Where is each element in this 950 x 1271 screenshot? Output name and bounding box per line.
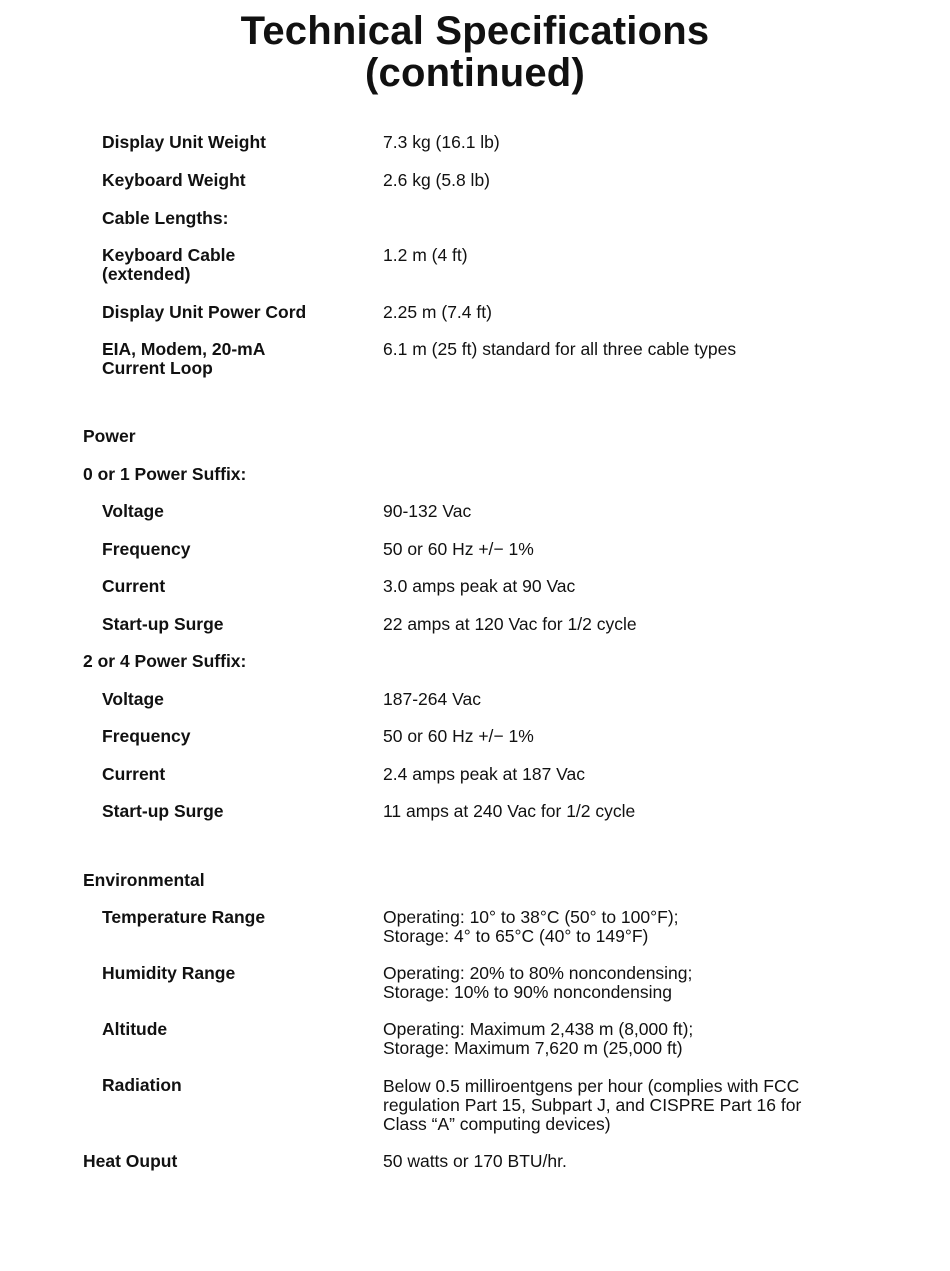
suffix-a-voltage-label: Voltage (102, 501, 164, 521)
suffix-a-surge-value: 22 amps at 120 Vac for 1/2 cycle (383, 614, 637, 634)
eia-cable-value: 6.1 m (25 ft) standard for all three cable types (383, 339, 737, 359)
power-cord-label: Display Unit Power Cord (102, 302, 307, 322)
humidity-value-line-1: Operating: 20% to 80% noncondensing; (383, 963, 693, 983)
altitude-value-line-2: Storage: Maximum 7,620 m (25,000 ft) (383, 1038, 683, 1058)
keyboard-weight-value: 2.6 kg (5.8 lb) (383, 170, 490, 190)
humidity-label: Humidity Range (102, 963, 236, 983)
heat-output-value: 50 watts or 170 BTU/hr. (383, 1151, 567, 1171)
eia-cable-label-line-1: EIA, Modem, 20-mA (102, 339, 266, 359)
radiation-value-line-3: Class “A” computing devices) (383, 1114, 611, 1134)
page-title (0, 10, 950, 94)
suffix-b-voltage-label: Voltage (102, 689, 164, 709)
temperature-value-line-2: Storage: 4° to 65°C (40° to 149°F) (383, 926, 649, 946)
suffix-a-current-value: 3.0 amps peak at 90 Vac (383, 576, 576, 596)
heat-output-label: Heat Ouput (83, 1151, 178, 1171)
power-suffix-a-heading: 0 or 1 Power Suffix: (83, 464, 247, 484)
suffix-b-voltage-value: 187-264 Vac (383, 689, 481, 709)
radiation-value-line-2: regulation Part 15, Subpart J, and CISPRE Part 16 for (383, 1095, 802, 1115)
environmental-heading: Environmental (83, 870, 205, 890)
temperature-label: Temperature Range (102, 907, 266, 927)
temperature-value-line-1: Operating: 10° to 38°C (50° to 100°F); (383, 907, 679, 927)
suffix-b-frequency-label: Frequency (102, 726, 191, 746)
altitude-label: Altitude (102, 1019, 168, 1039)
suffix-b-current-label: Current (102, 764, 166, 784)
radiation-value-line-1: Below 0.5 milliroentgens per hour (complies with FCC (383, 1076, 800, 1096)
power-heading: Power (83, 426, 136, 446)
suffix-a-voltage-value: 90-132 Vac (383, 501, 472, 521)
power-cord-value: 2.25 m (7.4 ft) (383, 302, 492, 322)
display-weight-value: 7.3 kg (16.1 lb) (383, 132, 500, 152)
suffix-b-current-value: 2.4 amps peak at 187 Vac (383, 764, 586, 784)
suffix-b-surge-value: 11 amps at 240 Vac for 1/2 cycle (383, 801, 636, 821)
keyboard-cable-label-line-1: Keyboard Cable (102, 245, 236, 265)
suffix-b-surge-label: Start-up Surge (102, 801, 224, 821)
suffix-a-current-label: Current (102, 576, 166, 596)
keyboard-cable-label-line-2: (extended) (102, 264, 191, 284)
suffix-a-frequency-label: Frequency (102, 539, 191, 559)
title-line-1: Technical Specifications (240, 9, 710, 53)
cable-lengths-heading: Cable Lengths: (102, 208, 229, 228)
suffix-a-surge-label: Start-up Surge (102, 614, 224, 634)
humidity-value-line-2: Storage: 10% to 90% noncondensing (383, 982, 672, 1002)
keyboard-cable-value: 1.2 m (4 ft) (383, 245, 468, 265)
eia-cable-label-line-2: Current Loop (102, 358, 213, 378)
power-suffix-b-heading: 2 or 4 Power Suffix: (83, 651, 247, 671)
suffix-a-frequency-value: 50 or 60 Hz +/− 1% (383, 539, 534, 559)
altitude-value-line-1: Operating: Maximum 2,438 m (8,000 ft); (383, 1019, 694, 1039)
radiation-label: Radiation (102, 1075, 182, 1095)
display-weight-label: Display Unit Weight (102, 132, 266, 152)
title-line-2: (continued) (365, 51, 585, 95)
keyboard-weight-label: Keyboard Weight (102, 170, 246, 190)
suffix-b-frequency-value: 50 or 60 Hz +/− 1% (383, 726, 534, 746)
